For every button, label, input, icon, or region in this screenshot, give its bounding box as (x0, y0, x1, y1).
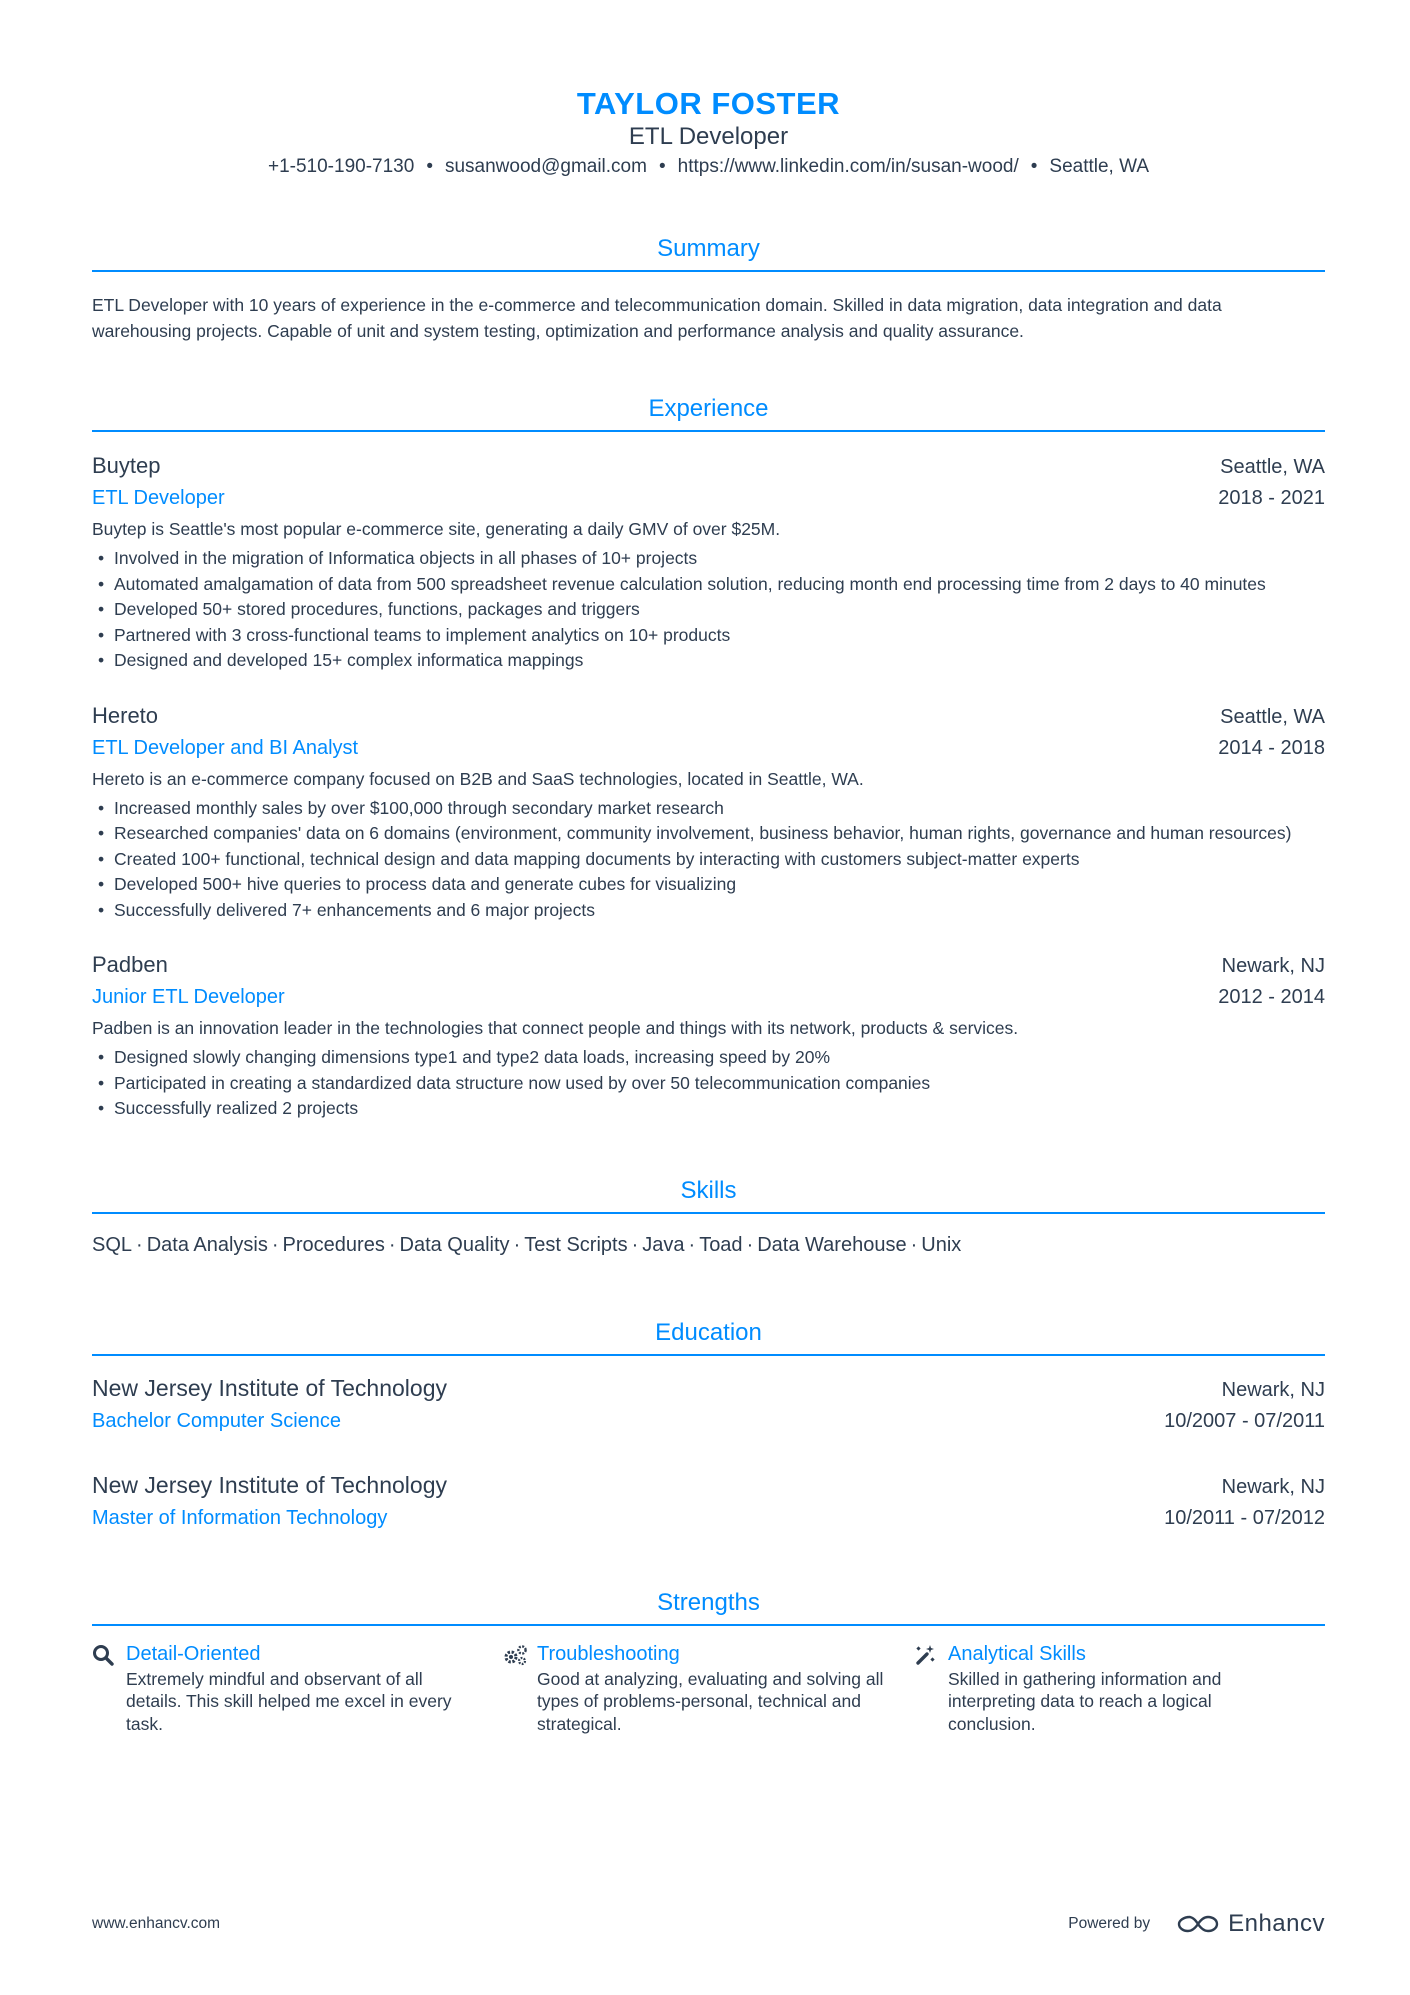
summary-heading: Summary (92, 234, 1325, 272)
job-bullets (92, 796, 1325, 924)
resume-header (92, 86, 1325, 180)
education-school: New Jersey Institute of Technology (92, 1374, 447, 1401)
footer-branding (1068, 1910, 1325, 1938)
experience-section (92, 394, 1325, 1122)
job-bullet: • Increased monthly sales by over $100,000 through secondary market research (92, 796, 1325, 822)
skill-item: Toad (699, 1233, 743, 1256)
education-entry (92, 1469, 1325, 1534)
experience-heading: Experience (92, 394, 1325, 432)
skills-section (92, 1176, 1325, 1260)
strengths-list (92, 1640, 1325, 1736)
strength-description: Skilled in gathering information and interpreting data to reach a logical conclusion. (948, 1668, 1222, 1734)
strength-title: Troubleshooting (537, 1642, 680, 1665)
contact-email[interactable]: susanwood@gmail.com (444, 156, 647, 177)
gears-icon (503, 1640, 537, 1736)
contact-line (92, 154, 1325, 180)
education-dates: 10/2007 - 07/2011 (1164, 1409, 1325, 1432)
job-bullets (92, 1045, 1325, 1122)
contact-phone: +1-510-190-7130 (267, 156, 415, 177)
job-bullet: • Participated in creating a standardized data structure now used by over 50 telecommunication companies (92, 1071, 1325, 1097)
contact-separator: • (1030, 156, 1038, 177)
job-bullet: • Designed and developed 15+ complex informatica mappings (92, 648, 1325, 674)
magnifier-icon (92, 1640, 126, 1736)
job-bullet: • Designed slowly changing dimensions type1 and type2 data loads, increasing speed by 20% (92, 1045, 1325, 1071)
skill-item: SQL (92, 1233, 133, 1256)
resume-content (92, 0, 1325, 1735)
strength-title: Analytical Skills (948, 1642, 1086, 1665)
skill-separator: · (388, 1233, 396, 1256)
job-bullet: • Automated amalgamation of data from 500 spreadsheet revenue calculation solution, reducing month end processing time from 2 days to 40 minutes (92, 572, 1325, 598)
education-degree: Master of Information Technology (92, 1506, 388, 1529)
powered-by-label: Powered by (1068, 1915, 1151, 1932)
job-location: Newark, NJ (1221, 955, 1325, 977)
skill-item: Java (642, 1233, 685, 1256)
job-bullet: • Developed 500+ hive queries to process data and generate cubes for visualizing (92, 872, 1325, 898)
enhancv-logo-icon (1176, 1912, 1220, 1936)
job-role: ETL Developer and BI Analyst (92, 736, 359, 759)
contact-linkedin[interactable]: https://www.linkedin.com/in/susan-wood/ (677, 156, 1019, 177)
contact-separator: • (658, 156, 666, 177)
strength-item (503, 1640, 914, 1736)
job-role: Junior ETL Developer (92, 986, 285, 1008)
job-description: Buytep is Seattle's most popular e-commerce site, generating a daily GMV of over $25M. (92, 519, 781, 539)
job-dates: 2018 - 2021 (1218, 487, 1325, 509)
skill-separator: · (631, 1233, 639, 1256)
summary-section (92, 234, 1325, 344)
skill-separator: · (910, 1233, 918, 1256)
strength-item (92, 1640, 503, 1736)
candidate-name: TAYLOR FOSTER (576, 86, 841, 121)
strength-description: Extremely mindful and observant of all details. This skill helped me excel in every task. (126, 1668, 452, 1734)
skills-list (92, 1230, 1325, 1260)
strength-item (914, 1640, 1325, 1736)
skill-item: Data Analysis (146, 1233, 268, 1256)
job-bullet: • Researched companies' data on 6 domains (environment, community involvement, business behavior, human rights, governance and human resources) (92, 821, 1325, 847)
contact-separator: • (426, 156, 433, 177)
job-dates: 2014 - 2018 (1218, 736, 1325, 759)
footer (92, 1910, 1325, 1938)
skill-item: Data Quality (399, 1233, 510, 1256)
skill-item: Data Warehouse (757, 1233, 907, 1256)
skills-heading: Skills (92, 1176, 1325, 1214)
strengths-section (92, 1588, 1325, 1736)
skill-item: Test Scripts (524, 1233, 628, 1256)
wand-icon (914, 1640, 948, 1736)
skill-separator: · (136, 1233, 143, 1256)
job-description: Padben is an innovation leader in the technologies that connect people and things with its network, products & services. (92, 1018, 1019, 1038)
job-company: Buytep (92, 453, 161, 478)
candidate-title: ETL Developer (628, 123, 789, 150)
strength-title: Detail-Oriented (126, 1642, 261, 1665)
job-entry (92, 949, 1325, 1122)
education-heading: Education (92, 1318, 1325, 1356)
job-bullet: • Developed 50+ stored procedures, functions, packages and triggers (92, 597, 1325, 623)
skill-item: Procedures (282, 1233, 385, 1256)
job-role: ETL Developer (92, 487, 225, 509)
education-location: Newark, NJ (1221, 1475, 1325, 1498)
job-location: Seattle, WA (1220, 705, 1325, 728)
education-entry (92, 1372, 1325, 1437)
education-degree: Bachelor Computer Science (92, 1409, 342, 1432)
education-dates: 10/2011 - 07/2012 (1164, 1506, 1325, 1529)
footer-url[interactable]: www.enhancv.com (92, 1915, 221, 1932)
strength-description: Good at analyzing, evaluating and solving all types of problems-personal, technical and strategical. (537, 1668, 884, 1734)
skill-separator: · (688, 1233, 696, 1256)
job-entry (92, 700, 1325, 924)
job-bullets (92, 546, 1325, 674)
job-location: Seattle, WA (1220, 456, 1325, 478)
job-bullet: • Involved in the migration of Informatica objects in all phases of 10+ projects (92, 546, 1325, 572)
summary-text: ETL Developer with 10 years of experience in the e-commerce and telecommunication domain. Skilled in data migration, data integration and data warehousing projects. Capable of unit and system testing, optimization and performance analysis and quality assurance. (92, 295, 1222, 341)
job-bullet: • Created 100+ functional, technical design and data mapping documents by interacting with customers subject-matter experts (92, 847, 1325, 873)
job-description: Hereto is an e-commerce company focused on B2B and SaaS technologies, located in Seattle, WA. (92, 768, 864, 789)
job-company: Padben (92, 952, 168, 977)
education-location: Newark, NJ (1221, 1378, 1325, 1401)
contact-location: Seattle, WA (1049, 156, 1150, 177)
skill-separator: · (271, 1233, 279, 1256)
enhancv-brand: Enhancv (1228, 1910, 1325, 1937)
education-section (92, 1318, 1325, 1534)
skill-item: Unix (921, 1233, 962, 1256)
education-school: New Jersey Institute of Technology (92, 1471, 447, 1498)
skill-separator: · (513, 1233, 521, 1256)
job-entry (92, 450, 1325, 674)
job-company: Hereto (92, 702, 159, 728)
job-bullet: • Successfully delivered 7+ enhancements and 6 major projects (92, 898, 1325, 924)
strengths-heading: Strengths (92, 1588, 1325, 1626)
skill-separator: · (746, 1233, 754, 1256)
job-bullet: • Partnered with 3 cross-functional teams to implement analytics on 10+ products (92, 623, 1325, 649)
job-dates: 2012 - 2014 (1218, 986, 1325, 1008)
job-bullet: • Successfully realized 2 projects (92, 1096, 1325, 1122)
